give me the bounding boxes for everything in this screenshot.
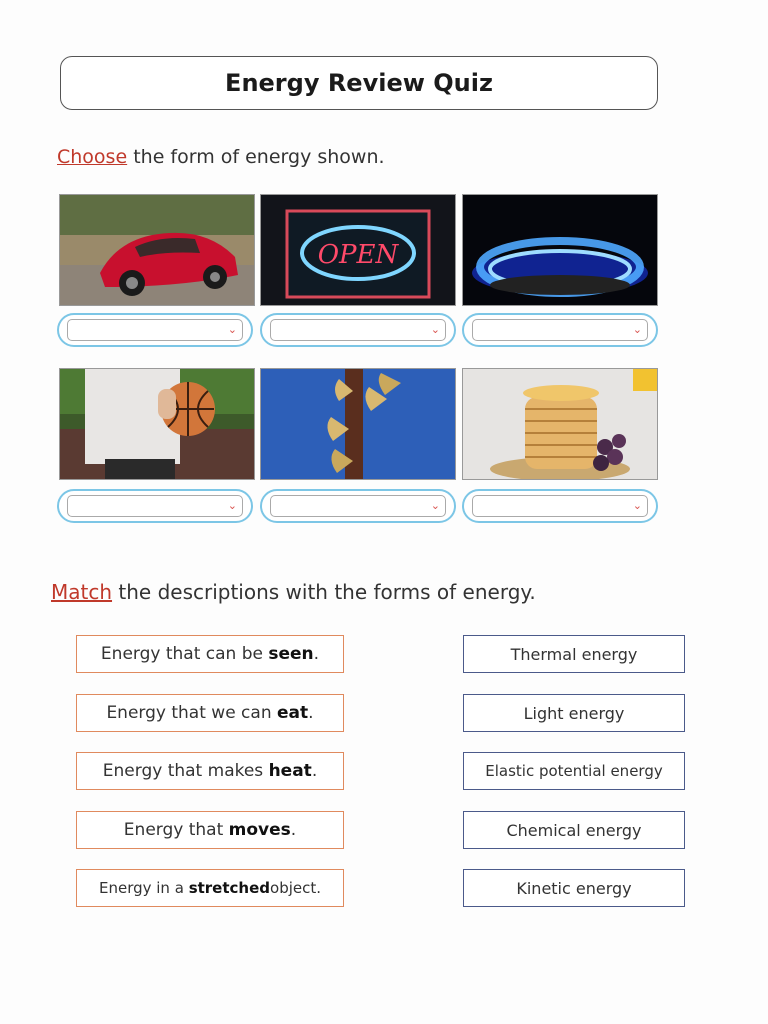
energy-dropdown-6[interactable] <box>462 489 658 523</box>
basketball-photo <box>59 368 255 480</box>
energy-form-box-5[interactable]: Kinetic energy <box>463 869 685 907</box>
description-box-5[interactable] <box>76 869 344 907</box>
chevron-down-icon: ⌄ <box>227 499 237 512</box>
description-keyword: eat <box>277 703 309 723</box>
instruction-text: the form of energy shown. <box>127 146 385 168</box>
chevron-down-icon: ⌄ <box>632 499 642 512</box>
energy-form-box-1[interactable]: Thermal energy <box>463 635 685 673</box>
energy-dropdown-1[interactable] <box>57 313 253 347</box>
description-text: . <box>311 761 318 781</box>
description-keyword: heat <box>268 761 312 781</box>
description-text: . <box>308 703 314 723</box>
energy-form-box-3[interactable]: Elastic potential energy <box>463 752 685 790</box>
description-text: Energy that we can <box>106 703 272 723</box>
dropdown-field[interactable] <box>472 319 648 341</box>
dropdown-field[interactable] <box>270 495 446 517</box>
chevron-down-icon: ⌄ <box>227 323 237 336</box>
pancakes-photo <box>462 368 658 480</box>
open-sign-text: OPEN <box>317 240 399 270</box>
gas-flame-photo <box>462 194 658 306</box>
red-sports-car-photo <box>59 194 255 306</box>
bells-photo <box>260 368 456 480</box>
energy-dropdown-2[interactable] <box>260 313 456 347</box>
instruction-text: the descriptions with the forms of energy. <box>112 580 536 604</box>
description-text: Energy that can be <box>100 644 263 664</box>
energy-dropdown-3[interactable] <box>462 313 658 347</box>
instruction-match <box>51 580 536 604</box>
description-text: . <box>290 820 297 840</box>
chevron-down-icon: ⌄ <box>430 499 440 512</box>
neon-open-sign-photo <box>260 194 456 306</box>
dropdown-field[interactable] <box>472 495 648 517</box>
instruction-keyword: Choose <box>57 146 128 168</box>
description-box-3[interactable] <box>76 752 344 790</box>
chevron-down-icon: ⌄ <box>430 323 440 336</box>
instruction-keyword: Match <box>51 580 113 604</box>
dropdown-field[interactable] <box>270 319 446 341</box>
chevron-down-icon: ⌄ <box>632 323 642 336</box>
description-text: Energy that makes <box>102 761 264 781</box>
description-box-4[interactable] <box>76 811 344 849</box>
instruction-choose <box>57 146 385 168</box>
description-text: Energy that <box>123 820 224 840</box>
description-keyword: moves <box>228 820 291 840</box>
description-text: Energy in a <box>98 879 184 897</box>
dropdown-field[interactable] <box>67 495 243 517</box>
description-text: . <box>313 644 320 664</box>
description-box-1[interactable] <box>76 635 344 673</box>
description-keyword: seen <box>268 644 314 664</box>
energy-form-box-4[interactable]: Chemical energy <box>463 811 685 849</box>
energy-dropdown-4[interactable] <box>57 489 253 523</box>
energy-form-box-2[interactable]: Light energy <box>463 694 685 732</box>
description-text: object. <box>270 879 322 897</box>
energy-dropdown-5[interactable] <box>260 489 456 523</box>
quiz-title: Energy Review Quiz <box>60 56 658 110</box>
dropdown-field[interactable] <box>67 319 243 341</box>
description-box-2[interactable] <box>76 694 344 732</box>
description-keyword: stretched <box>188 879 271 897</box>
